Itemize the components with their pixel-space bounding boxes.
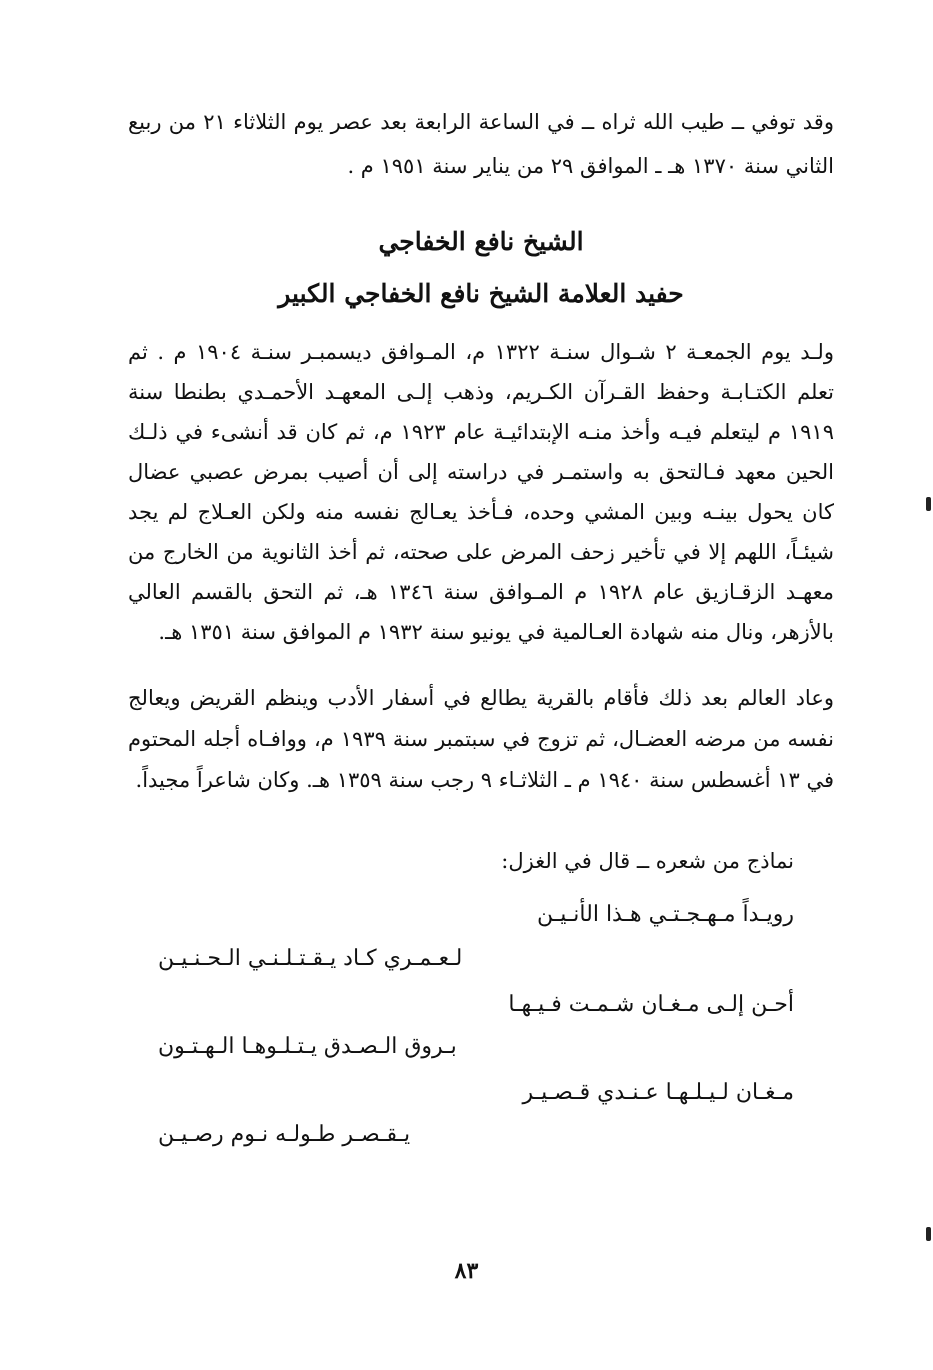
section-heading-name: الشيخ نافع الخفاجي xyxy=(378,227,584,256)
poem-block xyxy=(128,893,834,1173)
section-heading-subtitle: حفيد العلامة الشيخ نافع الخفاجي الكبير xyxy=(278,279,684,308)
poem-line: يـقـصـر طـولـه نـوم رصـيـن xyxy=(158,1122,411,1147)
poem-line: بـروق الـصـدق يـتـلـوهـا الـهـتـون xyxy=(158,1034,457,1059)
page-body xyxy=(128,100,834,1173)
poem-line: أحـن إلـى مـغـان شـمـت فـيـهـا xyxy=(508,992,794,1017)
poem-line: لـعـمـري كـاد يـقـتـلـنـي الـحـنـيـن xyxy=(158,946,463,971)
scan-edge-mark xyxy=(926,1227,931,1241)
poem-line: رويـداً مـهـجـتـي هـذا الأنـيـن xyxy=(537,902,794,927)
paragraph-biography: ولـد يوم الجمعـة ٢ شـوال سنـة ١٣٢٢ م، المـوافق ديسمبـر سنـة ١٩٠٤ م . ثم تعلم الكتـابـة وحفظ القـرآن الكـريم، وذهب إلـى المعهـد الأحمـدي بطنطا سنة ١٩١٩ م ليتعلم فيـه وأخذ منـه الإبتدائيـة عام ١٩٢٣ م، ثم كان قد أنشىء في ذلـك الحين معهد فـالتحق به واستمـر في دراسته إلى أن أصيب بمرض عصبي عضال كان يحول بينـه وبين المشي وحده، فـأخذ يعـالج نفسه منه ولكن العـلاج لم يجد شيئـاً، اللهم إلا في تأخير زحف المرض على صحته، ثم أخذ الثانوية من الخارج من معهـد الزقـازيق عام ١٩٢٨ م المـوافق سنة ١٣٤٦ هـ، ثم التحق بالقسم العالي بالأزهر، ونال منه شهادة العـالمية في يونيو سنة ١٩٣٢ م الموافق سنة ١٣٥١ هـ. xyxy=(128,340,835,644)
paragraph-death-date: وقد توفي ــ طيب الله ثراه ــ في الساعة الرابعة بعد عصر يوم الثلاثاء ٢١ من ربيع الثاني سنة ١٣٧٠ هـ ـ الموافق ٢٩ من يناير سنة ١٩٥١ م . xyxy=(128,110,834,178)
scan-edge-mark xyxy=(926,497,931,511)
poetry-intro: نماذج من شعره ــ قال في الغزل: xyxy=(501,849,794,873)
poem-line: مـغـان لـيـلـهـا عـنـدي قـصـيـر xyxy=(522,1080,794,1105)
paragraph-return: وعاد العالم بعد ذلك فأقام بالقرية يطالع في أسفار الأدب وينظم القريض ويعالج نفسه من مرضه العضـال، ثم تزوج في سبتمبر سنة ١٩٣٩ م، ووافـاه أجله المحتوم في ١٣ أغسطس سنة ١٩٤٠ م ـ الثلاثـاء ٩ رجب سنة ١٣٥٩ هـ. وكان شاعراً مجيداً. xyxy=(128,686,834,792)
page-number: ٨٣ xyxy=(454,1258,479,1284)
